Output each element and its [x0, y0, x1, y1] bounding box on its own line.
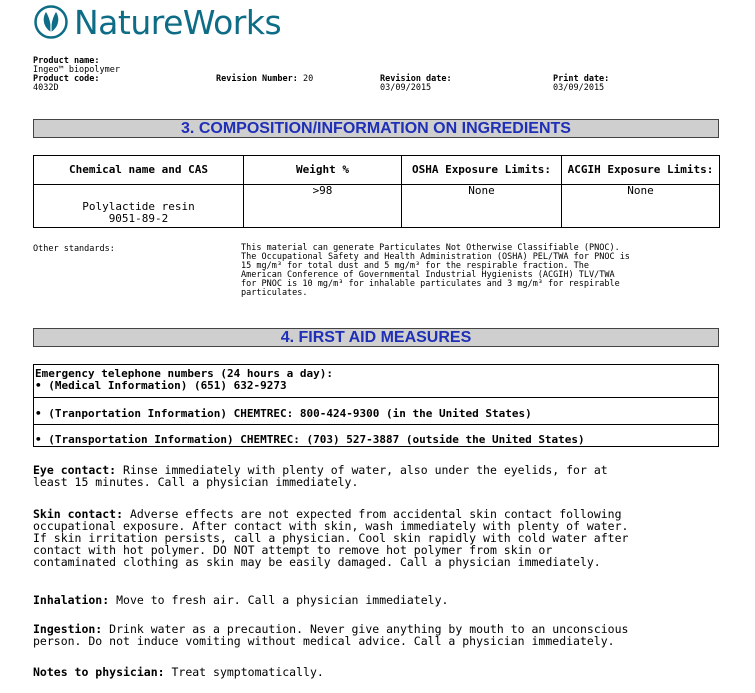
notes-text: Treat symptomatically. — [164, 665, 324, 679]
medical-info-line: • (Medical Information) (651) 632-9273 — [35, 379, 287, 392]
revision-number-label: Revision Number: — [216, 74, 298, 84]
skin-contact-text: Adverse effects are not expected from accidental skin contact following — [123, 507, 622, 521]
eye-contact-text: Rinse immediately with plenty of water, also under the eyelids, for at — [116, 463, 608, 477]
cell-chemical — [34, 185, 244, 228]
composition-table — [33, 155, 720, 228]
inhalation-paragraph — [33, 594, 723, 606]
revision-number — [216, 75, 313, 84]
notes-label: Notes to physician: — [33, 665, 165, 679]
transport-us-line: • (Tranportation Information) CHEMTREC: 800-424-9300 (in the United States) — [35, 407, 532, 420]
other-standards-line: for PNOC is 10 mg/m³ for inhalable particulates and 3 mg/m³ for respirable — [241, 279, 620, 289]
product-code-label: Product code: — [33, 74, 100, 84]
other-standards-line: The Occupational Safety and Health Administration (OSHA) PEL/TWA for PNOC is — [241, 252, 630, 262]
skin-contact-text: contaminated clothing as skin may be easily damaged. Call a physician immediately. — [33, 555, 601, 569]
product-code: 4032D — [33, 83, 59, 93]
eye-contact-paragraph — [33, 464, 723, 488]
emergency-numbers-box — [33, 364, 719, 447]
cell-weight: >98 — [244, 185, 402, 228]
inhalation-text: Move to fresh air. Call a physician immediately. — [109, 593, 449, 607]
chemical-name: Polylactide resin — [82, 200, 195, 213]
table-header-row — [34, 156, 720, 185]
ingestion-text: person. Do not induce vomiting without medical advice. Call a physician immediately. — [33, 634, 615, 648]
print-date: 03/09/2015 — [553, 83, 605, 93]
table-row — [34, 185, 720, 228]
transport-outside-line: • (Transportation Information) CHEMTREC: (703) 527-3887 (outside the United States) — [35, 433, 585, 446]
eye-contact-text: least 15 minutes. Call a physician immediately. — [33, 475, 359, 489]
emergency-heading: Emergency telephone numbers (24 hours a day): — [35, 367, 334, 380]
product-name: Ingeo™ biopolymer — [33, 65, 120, 75]
ingestion-label: Ingestion: — [33, 622, 103, 636]
cell-acgih: None — [562, 185, 720, 228]
leaf-logo-icon — [34, 5, 68, 39]
other-standards-label: Other standards: — [33, 244, 115, 254]
revision-number-value: 20 — [303, 74, 314, 84]
other-standards-line: This material can generate Particulates Not Otherwise Classifiable (PNOC). — [241, 243, 620, 253]
divider — [34, 424, 718, 425]
skin-contact-text: contact with hot polymer. DO NOT attempt to remove hot polymer from skin or — [33, 543, 553, 557]
col-header-acgih: ACGIH Exposure Limits: — [562, 156, 720, 185]
section-4-title: 4. FIRST AID MEASURES — [33, 328, 719, 347]
col-header-chemical: Chemical name and CAS — [34, 156, 244, 185]
product-name-label: Product name: — [33, 56, 100, 66]
print-date-label: Print date: — [553, 74, 610, 84]
eye-contact-label: Eye contact: — [33, 463, 117, 477]
revision-date-label: Revision date: — [380, 74, 452, 84]
revision-date: 03/09/2015 — [380, 83, 432, 93]
col-header-weight: Weight % — [244, 156, 402, 185]
col-header-osha: OSHA Exposure Limits: — [402, 156, 562, 185]
section-3-title: 3. COMPOSITION/INFORMATION ON INGREDIENTS — [33, 119, 719, 138]
inhalation-label: Inhalation: — [33, 593, 110, 607]
skin-contact-label: Skin contact: — [33, 507, 124, 521]
other-standards-line: 15 mg/m³ for total dust and 5 mg/m³ for the respirable fraction. The — [241, 261, 589, 271]
divider — [34, 397, 718, 398]
other-standards-text — [241, 244, 721, 298]
cas-number: 9051-89-2 — [108, 212, 169, 225]
skin-contact-paragraph — [33, 508, 723, 568]
brand-name: NatureWorks — [74, 2, 282, 42]
ingestion-paragraph — [33, 623, 723, 647]
skin-contact-text: If skin irritation persists, call a physician. Cool skin rapidly with cold water after — [33, 531, 629, 545]
notes-paragraph — [33, 666, 723, 678]
other-standards-line: American Conference of Governmental Industrial Hygienists (ACGIH) TLV/TWA — [241, 270, 615, 280]
other-standards-line: particulates. — [241, 288, 308, 298]
ingestion-text: Drink water as a precaution. Never give anything by mouth to an unconscious — [102, 622, 629, 636]
skin-contact-text: occupational exposure. After contact with skin, wash immediately with plenty of water. — [33, 519, 629, 533]
cell-osha: None — [402, 185, 562, 228]
natureworks-logo — [34, 2, 281, 42]
